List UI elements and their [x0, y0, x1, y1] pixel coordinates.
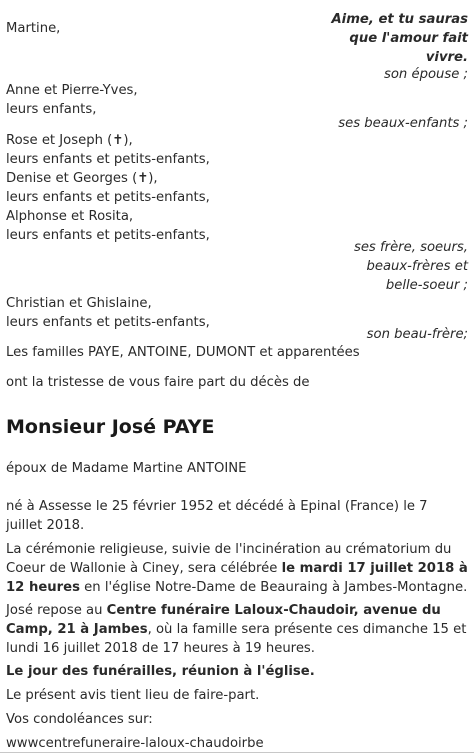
relation-beau-frere: son beau-frère; [366, 327, 468, 342]
relation-freres-3: belle-soeur ; [385, 278, 468, 293]
repose-text-c: , où la famille sera présente ces dimanche 15 et lundi 16 juillet 2018 de 17 heures à 19 heures. [6, 622, 467, 656]
divider [0, 752, 474, 753]
tristesse-text: ont la tristesse de vous faire part du décès de [6, 375, 310, 390]
family-alphonse: Alphonse et Rosita, [6, 209, 134, 224]
family-denise: Denise et Georges (✝), [6, 171, 158, 186]
family-christian-children: leurs enfants et petits-enfants, [6, 315, 210, 330]
funeral-center: Centre funéraire Laloux-Chaudoir, avenue du Camp, 21 à Jambes [6, 603, 441, 637]
birth-death-paragraph: né à Assesse le 25 février 1952 et décédé à Epinal (France) le 7 juillet 2018. [6, 499, 428, 533]
quote-line-2: que l'amour fait [349, 31, 468, 46]
family-denise-children: leurs enfants et petits-enfants, [6, 190, 210, 205]
deceased-spouse: époux de Madame Martine ANTOINE [6, 461, 247, 476]
ceremony-date: le mardi 17 juillet 2018 à 12 heures [6, 561, 468, 595]
relation-freres-2: beaux-frères et [366, 259, 468, 274]
repose-text-a: José repose au [6, 603, 107, 618]
family-christian: Christian et Ghislaine, [6, 296, 152, 311]
family-rose-children: leurs enfants et petits-enfants, [6, 152, 210, 167]
ceremony-text-c: en l'église Notre-Dame de Beauraing à Jambes-Montagne. [79, 580, 468, 595]
family-alphonse-children: leurs enfants et petits-enfants, [6, 228, 210, 243]
condoleances-text: Vos condoléances sur: [6, 712, 153, 727]
ceremony-text-a: La cérémonie religieuse, suivie de l'incinération au crématorium du Coeur de Wallonie à Ciney, sera célébrée [6, 542, 452, 576]
relation-freres-1: ses frère, soeurs, [353, 240, 468, 255]
reunion-text: Le jour des funérailles, réunion à l'église. [6, 664, 315, 679]
repose-paragraph [6, 601, 468, 658]
quote-line-1: Aime, et tu sauras [331, 12, 468, 27]
avis-text: Le présent avis tient lieu de faire-part. [6, 688, 260, 703]
quote-line-3: vivre. [425, 50, 468, 65]
family-anne-children: leurs enfants, [6, 102, 97, 117]
family-familles: Les familles PAYE, ANTOINE, DUMONT et apparentées [6, 345, 360, 360]
relation-beaux-enfants: ses beaux-enfants ; [338, 116, 468, 131]
deceased-name: Monsieur José PAYE [6, 416, 215, 438]
website-link[interactable]: wwwcentrefuneraire-laloux-chaudoirbe [6, 736, 264, 751]
family-martine: Martine, [6, 21, 61, 36]
family-rose: Rose et Joseph (✝), [6, 133, 133, 148]
family-anne: Anne et Pierre-Yves, [6, 83, 138, 98]
ceremony-paragraph [6, 540, 468, 597]
relation-son-epouse: son épouse ; [383, 67, 468, 82]
